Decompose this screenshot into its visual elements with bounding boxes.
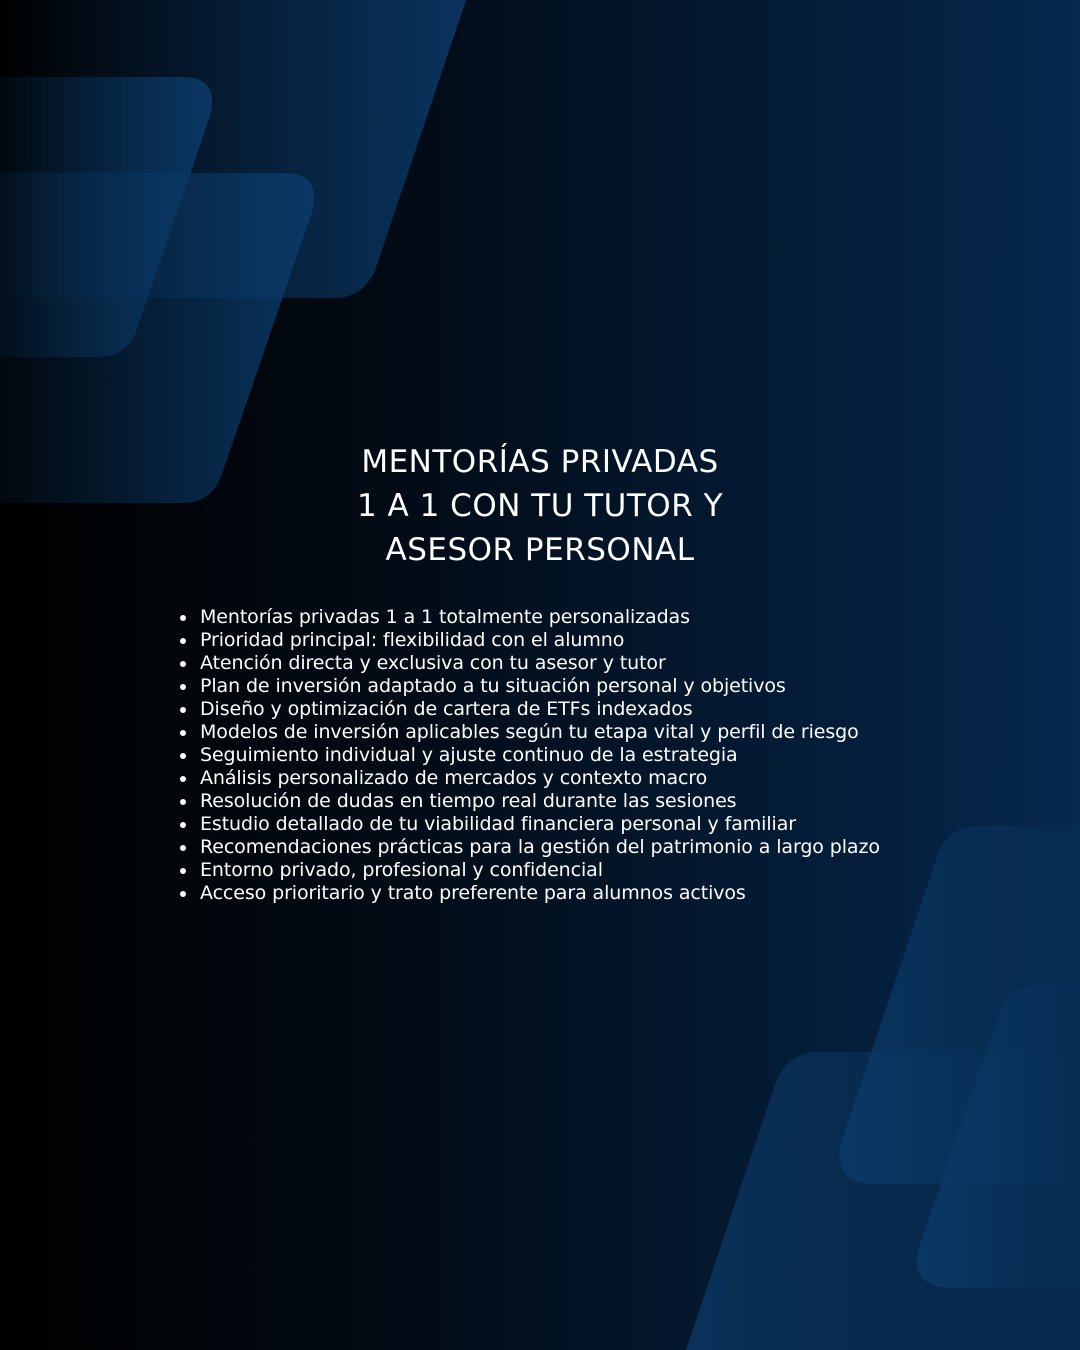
title-line-1: MENTORÍAS PRIVADAS	[361, 444, 719, 480]
list-item: Modelos de inversión aplicables según tu etapa vital y perfil de riesgo	[200, 721, 1060, 744]
title-line-3: ASESOR PERSONAL	[385, 532, 695, 568]
list-item: Análisis personalizado de mercados y contexto macro	[200, 767, 1060, 790]
title-line-2: 1 A 1 CON TU TUTOR Y	[356, 488, 724, 524]
list-item: Diseño y optimización de cartera de ETFs indexados	[200, 698, 1060, 721]
list-item: Plan de inversión adaptado a tu situación personal y objetivos	[200, 675, 1060, 698]
list-item: Acceso prioritario y trato preferente para alumnos activos	[200, 882, 1060, 905]
list-item: Atención directa y exclusiva con tu asesor y tutor	[200, 652, 1060, 675]
list-item: Seguimiento individual y ajuste continuo de la estrategia	[200, 744, 1060, 767]
list-item: Recomendaciones prácticas para la gestión del patrimonio a largo plazo	[200, 836, 1060, 859]
list-item: Mentorías privadas 1 a 1 totalmente personalizadas	[200, 606, 1060, 629]
list-item: Estudio detallado de tu viabilidad financiera personal y familiar	[200, 813, 1060, 836]
list-item: Prioridad principal: flexibilidad con el alumno	[200, 629, 1060, 652]
feature-list	[200, 606, 1060, 905]
list-item: Resolución de dudas en tiempo real durante las sesiones	[200, 790, 1060, 813]
list-item: Entorno privado, profesional y confidencial	[200, 859, 1060, 882]
page-title	[0, 440, 1080, 572]
